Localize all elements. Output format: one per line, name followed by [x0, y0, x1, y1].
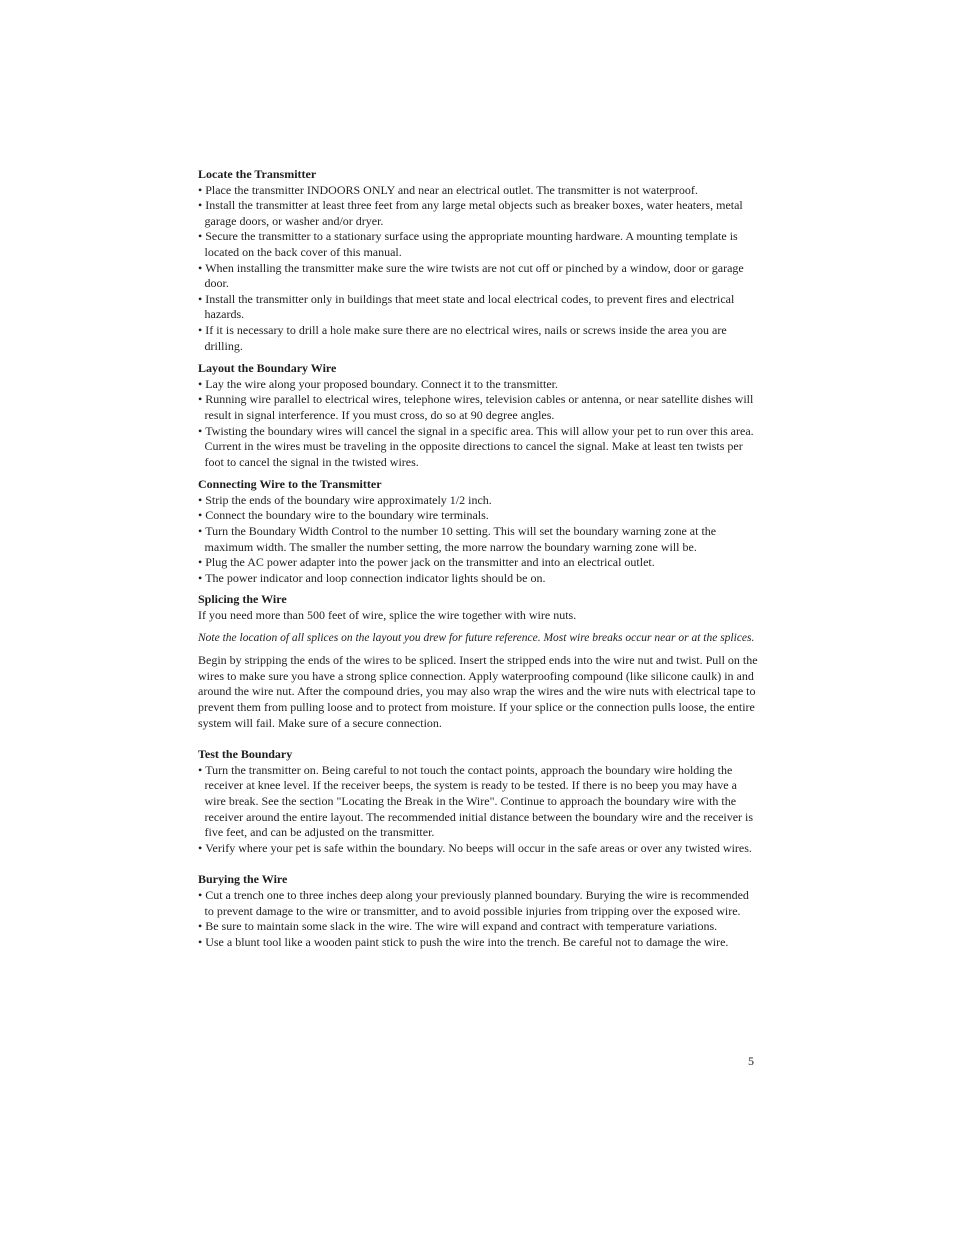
- list-item: • Turn the Boundary Width Control to the number 10 setting. This will set the boundary warning zone at the maximum width. The smaller the number setting, the more narrow the boundary warning zone will be.: [198, 524, 760, 555]
- list-item: • Verify where your pet is safe within the boundary. No beeps will occur in the safe areas or over any twisted wires.: [198, 841, 760, 857]
- bullet-list: [198, 377, 760, 471]
- section-heading: Burying the Wire: [198, 872, 288, 887]
- bullet-list: [198, 763, 760, 857]
- splice-intro: If you need more than 500 feet of wire, splice the wire together with wire nuts.: [198, 608, 577, 623]
- list-item: • The power indicator and loop connection indicator lights should be on.: [198, 571, 760, 587]
- list-item: • Be sure to maintain some slack in the wire. The wire will expand and contract with temperature variations.: [198, 919, 760, 935]
- section-connecting-wire: [198, 477, 760, 586]
- section-splicing-wire: [198, 592, 760, 731]
- bullet-list: [198, 493, 760, 587]
- section-heading: Test the Boundary: [198, 747, 293, 762]
- list-item: • Place the transmitter INDOORS ONLY and near an electrical outlet. The transmitter is not waterproof.: [198, 183, 760, 199]
- section-layout-boundary-wire: [198, 361, 760, 470]
- section-locate-transmitter: [198, 167, 760, 354]
- list-item: • Plug the AC power adapter into the power jack on the transmitter and into an electrical outlet.: [198, 555, 760, 571]
- list-item: • Lay the wire along your proposed boundary. Connect it to the transmitter.: [198, 377, 760, 393]
- section-heading: Connecting Wire to the Transmitter: [198, 477, 382, 492]
- list-item: • When installing the transmitter make sure the wire twists are not cut off or pinched by a window, door or garage door.: [198, 261, 760, 292]
- section-burying-wire: [198, 872, 760, 950]
- list-item: • Use a blunt tool like a wooden paint stick to push the wire into the trench. Be careful not to damage the wire.: [198, 935, 760, 951]
- list-item: • Install the transmitter at least three feet from any large metal objects such as breaker boxes, water heaters, metal garage doors, or washer and/or dryer.: [198, 198, 760, 229]
- section-heading: Splicing the Wire: [198, 592, 287, 607]
- list-item: • Turn the transmitter on. Being careful to not touch the contact points, approach the boundary wire holding the receiver at knee level. If the receiver beeps, the system is ready to be tested. If there is no beep you may have a wire break. See the section "Locating the Break in the Wire". Continue to approach the boundary wire with the receiver around the entire layout. The recommended initial distance between the boundary wire and the receiver is five feet, and can be adjusted on the transmitter.: [198, 763, 760, 841]
- splice-note: Note the location of all splices on the layout you drew for future reference. Most wire breaks occur near or at the splices.: [198, 631, 755, 644]
- manual-page: [198, 167, 760, 950]
- list-item: • If it is necessary to drill a hole make sure there are no electrical wires, nails or screws inside the area you are drilling.: [198, 323, 760, 354]
- list-item: • Install the transmitter only in buildings that meet state and local electrical codes, to prevent fires and electrical hazards.: [198, 292, 760, 323]
- section-test-boundary: [198, 747, 760, 856]
- list-item: • Cut a trench one to three inches deep along your previously planned boundary. Burying the wire is recommended to prevent damage to the wire or transmitter, and to avoid possible injuries from tripping over the exposed wire.: [198, 888, 760, 919]
- section-heading: Locate the Transmitter: [198, 167, 317, 181]
- list-item: • Connect the boundary wire to the boundary wire terminals.: [198, 508, 760, 524]
- bullet-list: [198, 888, 760, 950]
- list-item: • Running wire parallel to electrical wires, telephone wires, television cables or antenna, or near satellite dishes will result in signal interference. If you must cross, do so at 90 degree angles.: [198, 392, 760, 423]
- bullet-list: [198, 183, 760, 355]
- list-item: • Strip the ends of the boundary wire approximately 1/2 inch.: [198, 493, 760, 509]
- section-heading: Layout the Boundary Wire: [198, 361, 337, 376]
- page-number: 5: [748, 1054, 754, 1068]
- list-item: • Secure the transmitter to a stationary surface using the appropriate mounting hardware. A mounting template is located on the back cover of this manual.: [198, 229, 760, 260]
- splice-body: Begin by stripping the ends of the wires to be spliced. Insert the stripped ends into the wire nut and twist. Pull on the wires to make sure you have a strong splice connection. Apply waterproofing compound (like silicone caulk) in and around the wire nut. After the compound dries, you may also wrap the wires and the wire nuts with electrical tape to prevent them from pulling loose and to protect from moisture. If your splice or the connection pulls loose, the entire system will fail. Make sure of a secure connection.: [198, 653, 758, 730]
- list-item: • Twisting the boundary wires will cancel the signal in a specific area. This will allow your pet to run over this area. Current in the wires must be traveling in the opposite directions to cancel the signal. Make at least ten twists per foot to cancel the signal in the twisted wires.: [198, 424, 760, 471]
